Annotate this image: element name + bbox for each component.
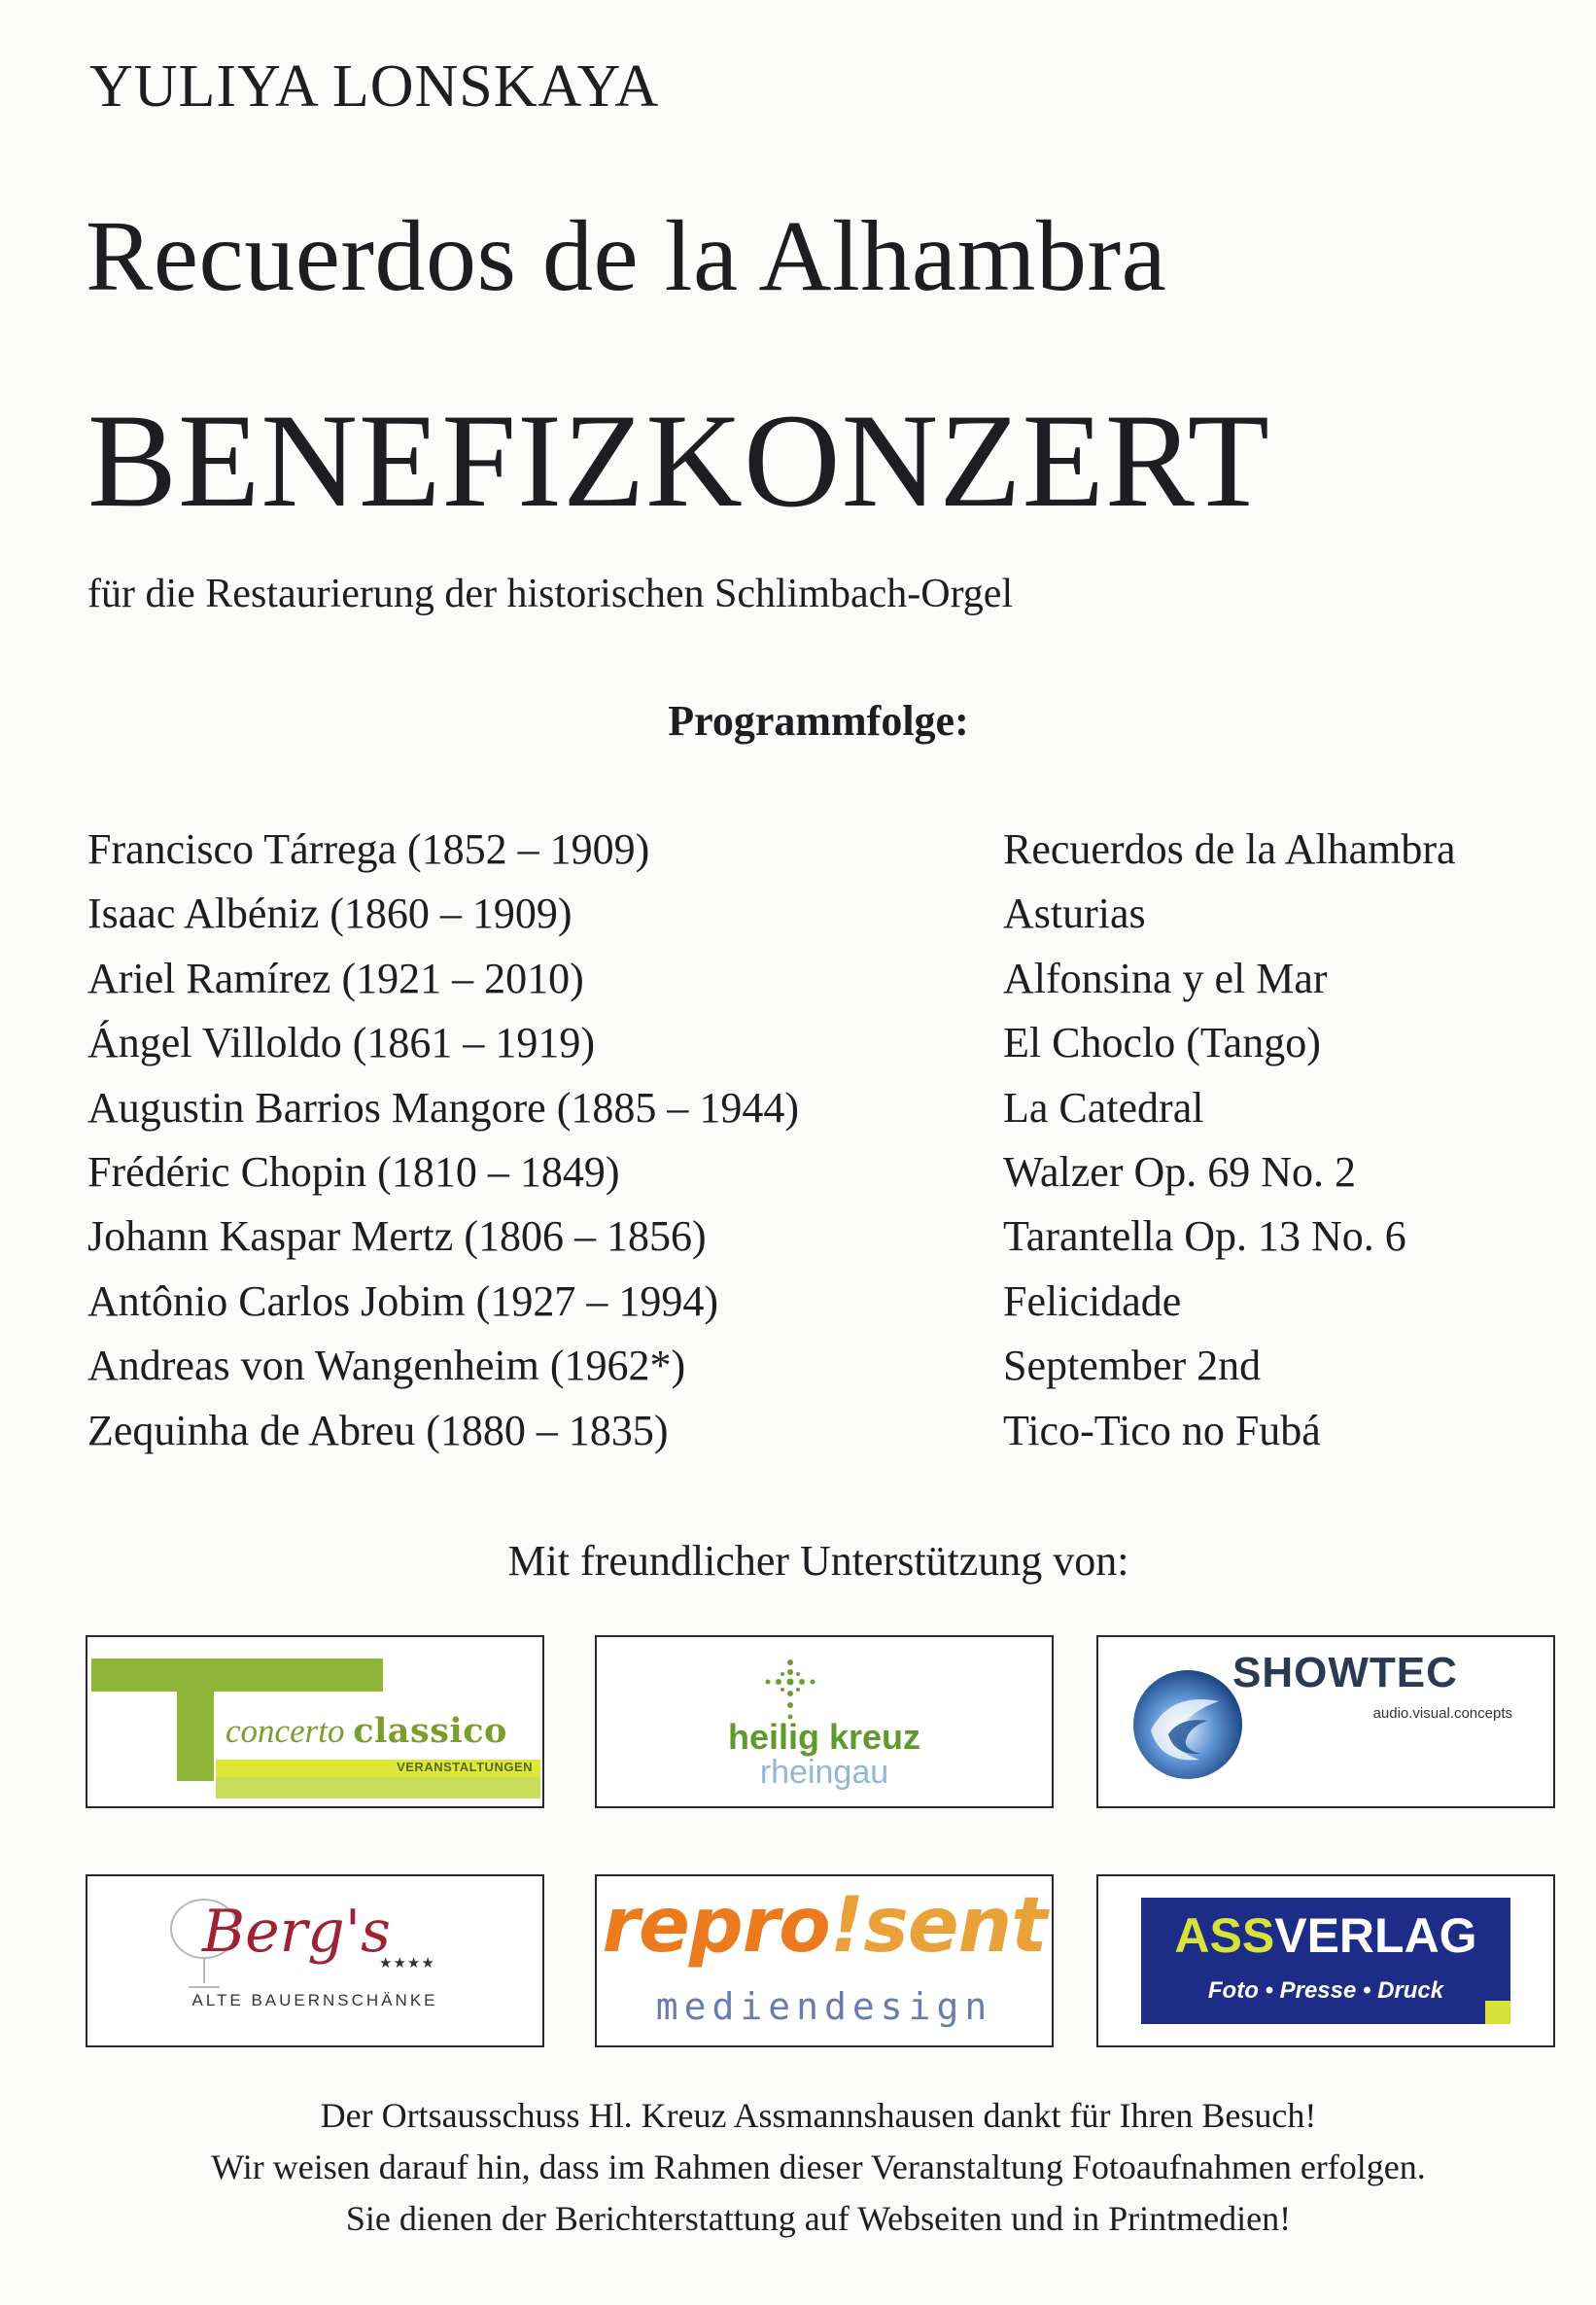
swirl-icon [1131, 1662, 1248, 1783]
program-item [0, 1212, 1596, 1279]
concert-title: BENEFIZKONZERT [87, 386, 1270, 535]
piece-title: Tico-Tico no Fubá [1003, 1406, 1321, 1454]
composer: Ángel Villoldo (1861 – 1919) [87, 1019, 596, 1067]
ass-verlag-subtitle: Foto • Presse • Druck [1207, 1977, 1444, 2004]
composer: Johann Kaspar Mertz (1806 – 1856) [87, 1212, 707, 1261]
repro-word: repro [602, 1882, 830, 1970]
footer-line-photo-notice: Wir weisen darauf hin, dass im Rahmen dieser Veranstaltung Fotoaufnahmen erfolgen. [211, 2148, 1426, 2186]
concert-purpose: für die Restaurierung der historischen Schlimbach-Orgel [87, 572, 1014, 616]
showtec-brand: SHOWTEC [1232, 1649, 1458, 1696]
piece-title: Walzer Op. 69 No. 2 [1003, 1147, 1357, 1196]
footer-notice [0, 2090, 1596, 2245]
program-item [0, 1083, 1596, 1151]
program-item [0, 1147, 1596, 1215]
classico-word: classico [353, 1711, 507, 1751]
program-heading: Programmfolge: [668, 697, 969, 745]
reprosent-subtitle: mediendesign [655, 1985, 993, 2028]
heilig-kreuz-text: heilig kreuz [727, 1717, 921, 1757]
ass-verlag-box [1141, 1898, 1510, 2024]
concerto-logo-stem [177, 1659, 214, 1781]
performer-name: YULIYA LONSKAYA [89, 53, 660, 120]
program-item [0, 892, 1596, 957]
ass-word: ASS [1174, 1908, 1275, 1963]
bergs-subtitle: ALTE BAUERNSCHÄNKE [191, 1991, 438, 2009]
reprosent-wordmark [597, 1882, 1052, 1970]
sponsor-bergs-logo [86, 1874, 544, 2047]
piece-title: September 2nd [1003, 1342, 1262, 1390]
composer: Andreas von Wangenheim (1962*) [87, 1342, 686, 1390]
footer-line-media: Sie dienen der Berichterstattung auf Webseiten und in Printmedien! [345, 2199, 1292, 2238]
program-item [0, 1406, 1596, 1474]
piece-title: El Choclo (Tango) [1003, 1019, 1321, 1067]
composer: Frédéric Chopin (1810 – 1849) [87, 1147, 620, 1196]
piece-title: Alfonsina y el Mar [1003, 954, 1328, 1002]
composer: Isaac Albéniz (1860 – 1909) [87, 890, 572, 938]
program-item [0, 954, 1596, 1022]
rheingau-text: rheingau [759, 1754, 889, 1791]
showtec-tagline: audio.visual.concepts [1372, 1705, 1512, 1722]
sponsor-showtec-logo [1096, 1635, 1555, 1808]
program-item [0, 1342, 1596, 1409]
sent-word: !sent [829, 1882, 1047, 1970]
composer: Augustin Barrios Mangore (1885 – 1944) [87, 1083, 800, 1132]
footer-line-thanks: Der Ortsausschuss Hl. Kreuz Assmannshausen dankt für Ihren Besuch! [320, 2096, 1317, 2135]
composer: Ariel Ramírez (1921 – 2010) [87, 954, 584, 1002]
piece-title: Asturias [1003, 890, 1146, 938]
sponsor-reprosent-logo [595, 1874, 1054, 2047]
concerto-word: concerto [226, 1712, 345, 1750]
verlag-word: VERLAG [1274, 1908, 1477, 1963]
sponsor-ass-verlag-logo [1096, 1874, 1555, 2047]
composer: Francisco Tárrega (1852 – 1909) [87, 825, 650, 873]
concerto-logo-subtitle: VERANSTALTUNGEN [397, 1760, 533, 1774]
program-list [0, 825, 1596, 1474]
support-heading: Mit freundlicher Unterstützung von: [507, 1537, 1129, 1585]
sponsor-concerto-classico-logo [86, 1635, 544, 1808]
piece-title: Recuerdos de la Alhambra [1003, 825, 1456, 873]
concert-subtitle: Recuerdos de la Alhambra [86, 200, 1167, 312]
bergs-rating: ★★★★ [379, 1954, 435, 1972]
piece-title: La Catedral [1003, 1083, 1204, 1132]
piece-title: Felicidade [1003, 1276, 1182, 1325]
program-item [0, 1276, 1596, 1345]
concerto-logo-green-bar [216, 1777, 540, 1799]
sponsor-heilig-kreuz-logo [595, 1635, 1054, 1808]
program-item [0, 1019, 1596, 1086]
concerto-logo-text [226, 1711, 507, 1751]
piece-title: Tarantella Op. 13 No. 6 [1003, 1212, 1406, 1261]
composer: Antônio Carlos Jobim (1927 – 1994) [87, 1276, 718, 1325]
cross-dots-icon [756, 1657, 824, 1725]
concerto-logo-bar [91, 1659, 383, 1692]
program-item [0, 825, 1596, 892]
bergs-name: Berg's [202, 1898, 391, 1966]
composer: Zequinha de Abreu (1880 – 1835) [87, 1406, 669, 1454]
ass-verlag-wordmark [1141, 1908, 1510, 1963]
ass-verlag-corner [1485, 2001, 1510, 2024]
